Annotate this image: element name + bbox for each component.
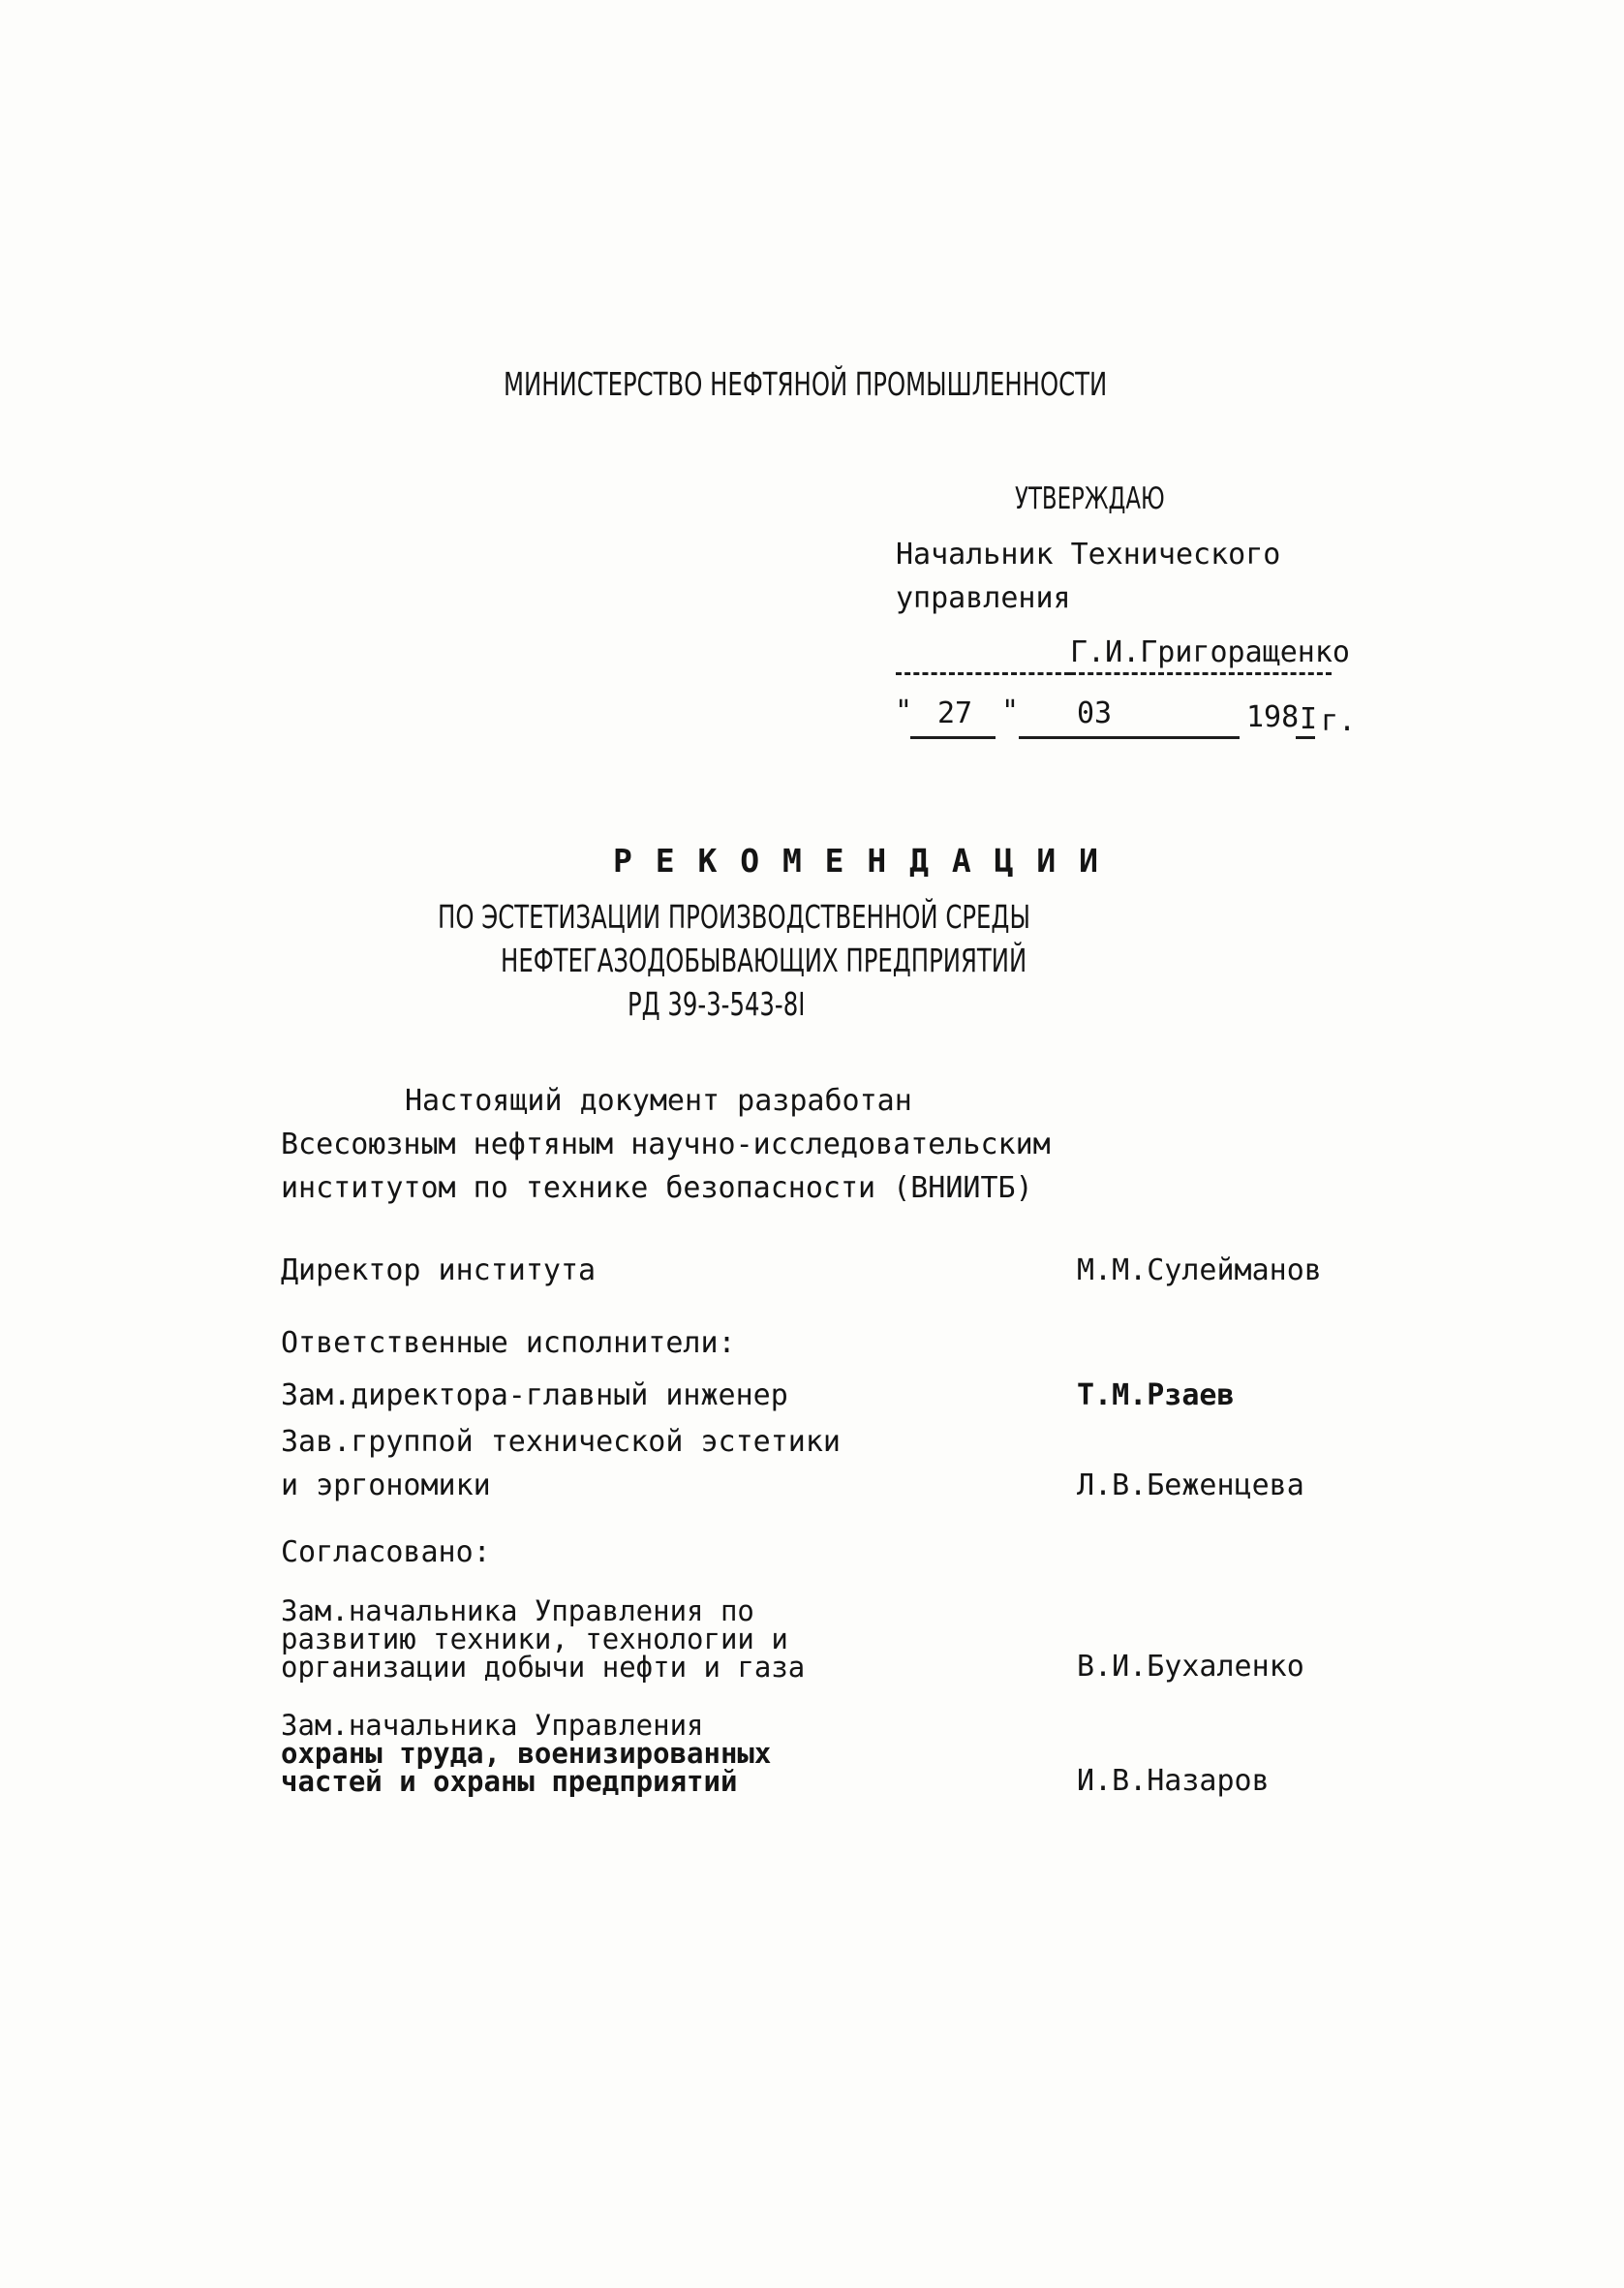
executor-name: Т.М.Рзаев <box>1077 1378 1235 1412</box>
developer-line1: Настоящий документ разработан <box>405 1084 912 1118</box>
ministry-header: МИНИСТЕРСТВО НЕФТЯНОЙ ПРОМЫШЛЕННОСТИ <box>504 365 1108 403</box>
executor-position-line: Зав.группой технической эстетики <box>281 1425 841 1459</box>
agreed-position-line: Зам.начальника Управления по <box>281 1594 754 1627</box>
date-month-underline <box>1019 736 1240 739</box>
developer-line2: Всесоюзным нефтяным научно-исследовательским <box>281 1128 1051 1161</box>
agreed-name: В.И.Бухаленко <box>1077 1650 1304 1684</box>
name-underline <box>1070 672 1332 675</box>
agreed-position-line: охраны труда, военизированных <box>281 1737 772 1770</box>
agreed-position-line: организации добычи нефти и газа <box>281 1651 806 1684</box>
signature-line <box>896 672 1070 675</box>
director-name: М.М.Сулейманов <box>1077 1253 1322 1287</box>
approver-position-line1: Начальник Технического <box>896 538 1281 572</box>
approval-heading: УТВЕРЖДАЮ <box>1015 481 1165 516</box>
date-year-suffix: I <box>1300 702 1318 736</box>
date-open-quote: " <box>895 695 913 728</box>
document-subtitle-line1: ПО ЭСТЕТИЗАЦИИ ПРОИЗВОДСТВЕННОЙ СРЕДЫ <box>438 898 1030 936</box>
document-title: Р Е К О М Е Н Д А Ц И И <box>613 842 1100 880</box>
executor-position-line: и эргономики <box>281 1469 491 1502</box>
executor-position-line: Зам.директора-главный инженер <box>281 1378 788 1412</box>
approver-name: Г.И.Григоращенко <box>1070 635 1350 669</box>
executors-heading: Ответственные исполнители: <box>281 1326 736 1360</box>
date-year-underline <box>1296 736 1315 739</box>
agreed-position-line: Зам.начальника Управления <box>281 1709 704 1742</box>
agreed-position-line: развитию техники, технологии и <box>281 1623 788 1655</box>
date-day: 27 <box>937 696 973 730</box>
date-year-abbr: г. <box>1321 704 1357 738</box>
executor-name: Л.В.Беженцева <box>1077 1469 1304 1502</box>
agreed-name: И.В.Назаров <box>1077 1764 1270 1798</box>
date-close-quote: " <box>1001 695 1020 728</box>
date-year: 198 <box>1246 700 1300 734</box>
document-code: РД 39-3-543-8I <box>628 985 806 1023</box>
agreed-position-line: частей и охраны предприятий <box>281 1765 738 1798</box>
document-subtitle-line2: НЕФТЕГАЗОДОБЫВАЮЩИХ ПРЕДПРИЯТИЙ <box>501 942 1027 979</box>
agreed-heading: Согласовано: <box>281 1535 491 1569</box>
approver-position-line2: управления <box>896 581 1071 615</box>
date-day-underline <box>910 736 996 739</box>
director-label: Директор института <box>281 1253 597 1287</box>
developer-line3: институтом по технике безопасности (ВНИИТБ) <box>281 1171 1033 1205</box>
date-month: 03 <box>1077 696 1113 730</box>
